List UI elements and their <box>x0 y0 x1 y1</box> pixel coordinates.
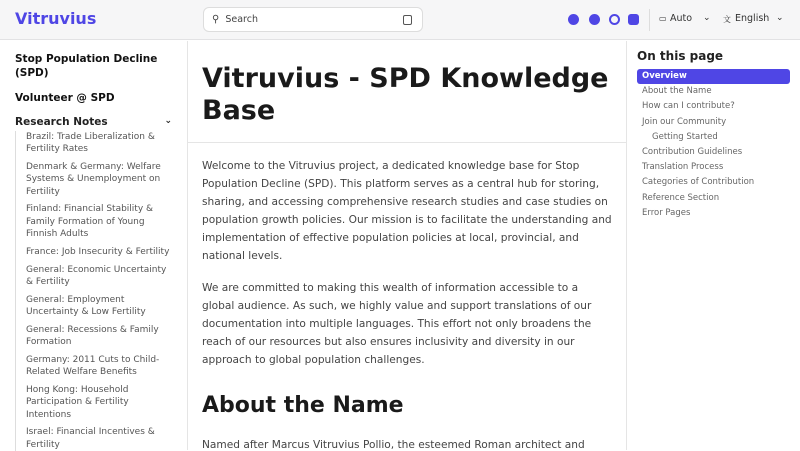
sidebar-item[interactable]: Israel: Financial Incentives & Fertility <box>26 427 155 450</box>
right-sidebar <box>626 41 800 450</box>
language-select[interactable]: English <box>735 13 770 24</box>
sidebar-item[interactable]: Denmark & Germany: Welfare Systems & Unemployment on Fertility <box>26 162 161 197</box>
toc-item[interactable]: Join our Community <box>642 116 727 127</box>
divider <box>649 9 650 31</box>
mastodon-icon[interactable] <box>589 14 600 25</box>
youtube-icon[interactable] <box>628 14 639 25</box>
search-input[interactable] <box>203 7 423 32</box>
sidebar-link-volunteer[interactable]: Volunteer @ SPD <box>15 92 115 104</box>
sidebar-item[interactable]: Finland: Financial Stability & Family Formation of Young Finnish Adults <box>26 204 154 240</box>
header <box>0 0 800 40</box>
sidebar-item[interactable]: Brazil: Trade Liberalization & Fertility Rates <box>26 132 155 155</box>
toc-item[interactable]: Error Pages <box>642 207 691 218</box>
chevron-down-icon[interactable]: ⌄ <box>164 116 172 126</box>
chevron-down-icon[interactable]: ⌄ <box>776 13 784 23</box>
section-label: Research Notes <box>15 116 108 128</box>
toc-item[interactable]: About the Name <box>642 86 712 97</box>
threads-icon[interactable] <box>609 14 620 25</box>
left-sidebar <box>0 41 188 450</box>
sidebar-item[interactable]: Germany: 2011 Cuts to Child-Related Welfare Benefits <box>26 354 160 378</box>
main-content <box>188 41 626 450</box>
toc-item[interactable]: How can I contribute? <box>642 101 735 112</box>
sidebar-item[interactable]: Hong Kong: Household Participation & Fertility Intentions <box>26 385 129 420</box>
laptop-icon: ▭ <box>659 14 667 23</box>
toc-title: On this page <box>637 49 724 63</box>
page-title: Vitruvius - SPD Knowledge Base <box>188 41 626 143</box>
sidebar-link-spd[interactable]: Stop Population Decline (SPD) <box>15 53 158 79</box>
chevron-down-icon[interactable]: ⌄ <box>703 13 711 23</box>
search-placeholder: Search <box>225 14 258 25</box>
paragraph: We are committed to making this wealth of information accessible to a global audience. As such, we highly value and support translations of our documentation into multiple languages. This effort not only broadens the reach of our resources but also ensures inclusivity and diversity in our approach to global population challenges. <box>202 282 592 366</box>
translate-icon: 文 <box>723 15 731 24</box>
toc-item[interactable]: Translation Process <box>642 162 724 173</box>
sidebar-item[interactable]: General: Employment Uncertainty & Low Fertility <box>26 294 146 318</box>
theme-select[interactable]: Auto <box>670 13 693 24</box>
logo[interactable]: Vitruvius <box>15 9 97 28</box>
toc-list <box>637 69 790 221</box>
sidebar-item[interactable]: General: Economic Uncertainty & Fertility <box>26 264 167 287</box>
keyboard-shortcut-icon <box>403 15 412 25</box>
heading-about-the-name: About the Name <box>202 393 404 418</box>
paragraph: Named after Marcus Vitruvius Pollio, the esteemed Roman architect and <box>202 439 585 450</box>
github-icon[interactable] <box>568 14 579 25</box>
paragraph: Welcome to the Vitruvius project, a dedicated knowledge base for Stop Population Decline (SPD). This platform serves as a central hub for storing, sharing, and accessing comprehensive research studies and case studies on population growth policies. Our mission is to facilitate the understanding and implementation of effective population policies at local, provincial, and national levels. <box>202 160 612 262</box>
search-icon: ⚲ <box>212 14 220 25</box>
toc-item[interactable]: Getting Started <box>652 131 718 142</box>
sidebar-section-research-notes[interactable] <box>15 116 172 128</box>
toc-item[interactable]: Contribution Guidelines <box>642 146 743 157</box>
toc-item[interactable]: Reference Section <box>642 192 720 203</box>
toc-item[interactable]: Overview <box>637 69 790 84</box>
toc-item[interactable]: Categories of Contribution <box>642 177 755 188</box>
sidebar-item[interactable]: France: Job Insecurity & Fertility <box>26 246 170 257</box>
research-notes-list <box>15 131 172 451</box>
sidebar-item[interactable]: General: Recessions & Family Formation <box>26 324 159 348</box>
